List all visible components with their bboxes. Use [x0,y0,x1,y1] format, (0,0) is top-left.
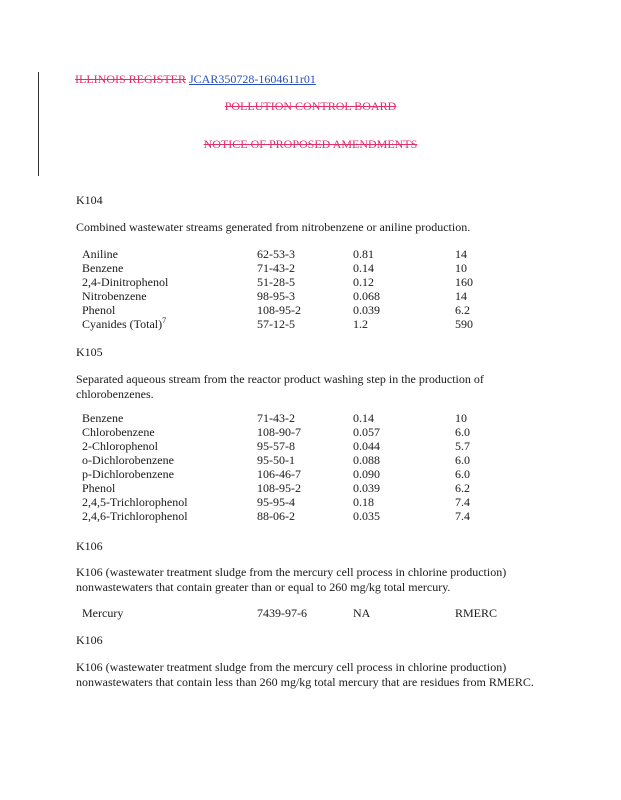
table-cell: 6.2 [455,481,470,495]
table-cell: 108-90-7 [257,425,301,439]
table-row [82,467,515,481]
table-cell: 0.035 [353,509,380,523]
table-cell: 10 [455,261,467,275]
table-cell: 88-06-2 [257,509,295,523]
section-description: Separated aqueous stream from the reactor product washing step in the production of chlorobenzenes. [76,372,484,401]
table-cell: 108-95-2 [257,303,301,317]
table-cell: 95-57-8 [257,439,295,453]
table-row [82,481,515,495]
table-row [82,247,515,261]
section-code: K104 [76,193,103,207]
table-cell: Chlorobenzene [82,425,155,439]
section-code: K106 [76,633,103,647]
table-row [82,411,515,425]
table-cell: 1.2 [353,317,368,331]
table-cell: Phenol [82,481,116,495]
board-header: POLLUTION CONTROL BOARD [224,99,397,113]
table-cell: 0.14 [353,261,374,275]
table-cell: 0.81 [353,247,374,261]
table-cell: 95-95-4 [257,495,295,509]
table-row [82,495,515,509]
table-cell: 6.2 [455,303,470,317]
table-cell: 2,4,6-Trichlorophenol [82,509,188,523]
table-cell: 57-12-5 [257,317,295,331]
table-row [82,317,515,331]
table-cell: 10 [455,411,467,425]
table-row [82,261,515,275]
table-row [82,509,515,523]
table-cell: 0.039 [353,481,380,495]
table-cell: 0.039 [353,303,380,317]
table-cell: Benzene [82,261,124,275]
table-cell: Aniline [82,247,118,261]
table-cell: Nitrobenzene [82,289,147,303]
table-cell: 71-43-2 [257,411,295,425]
section-description: K106 (wastewater treatment sludge from the mercury cell process in chlorine production) nonwastewaters that contain greater than or equal to 260 mg/kg total mercury. [76,565,507,594]
section-description: K106 (wastewater treatment sludge from the mercury cell process in chlorine production) nonwastewaters that contain less than 260 mg/kg total mercury that are residues from RMERC. [76,660,534,689]
footnote-mark: 7 [162,316,167,325]
table-cell: 2-Chlorophenol [82,439,158,453]
table-cell: 7.4 [455,495,470,509]
table-cell: 0.14 [353,411,374,425]
table-cell: 2,4,5-Trichlorophenol [82,495,188,509]
table-cell: 0.088 [353,453,380,467]
table-cell: 6.0 [455,425,470,439]
table-row [82,439,515,453]
table-cell: 0.057 [353,425,380,439]
constituent-table-k105 [82,411,515,523]
table-row [82,303,515,317]
table-cell: Cyanides (Total)$^7$ [82,316,167,331]
section-code: K105 [76,345,103,359]
table-cell: Benzene [82,411,124,425]
table-cell: 5.7 [455,439,470,453]
table-cell: 14 [455,247,467,261]
table-row [82,425,515,439]
table-cell: 108-95-2 [257,481,301,495]
table-cell: 0.068 [353,289,380,303]
table-cell: 160 [455,275,473,289]
table-cell: 0.044 [353,439,380,453]
notice-header: NOTICE OF PROPOSED AMENDMENTS [203,137,418,151]
section-code: K106 [76,539,103,553]
table-cell: 95-50-1 [257,453,295,467]
table-cell: 106-46-7 [257,467,301,481]
table-cell: 6.0 [455,467,470,481]
table-cell: 590 [455,317,473,331]
register-struck-text: ILLINOIS REGISTER [75,72,186,86]
table-cell: 6.0 [455,453,470,467]
constituent-table-k104 [82,247,515,331]
table-cell: 98-95-3 [257,289,295,303]
table-cell: p-Dichlorobenzene [82,467,174,481]
section-description: Combined wastewater streams generated from nitrobenzene or aniline production. [76,220,471,234]
revision-margin-bar [38,72,39,176]
table-row [82,275,515,289]
table-cell: 51-28-5 [257,275,295,289]
table-cell: 14 [455,289,467,303]
table-cell: 0.090 [353,467,380,481]
table-cell: 0.18 [353,495,374,509]
register-inserted-text: JCAR350728-1604611r01 [189,72,316,86]
table-cell: 2,4-Dinitrophenol [82,275,169,289]
table-cell: Phenol [82,303,116,317]
table-row [82,289,515,303]
table-cell: o-Dichlorobenzene [82,453,174,467]
table-cell: 62-53-3 [257,247,295,261]
register-header [75,72,316,87]
table-row [82,453,515,467]
table-cell: 7.4 [455,509,470,523]
table-cell: 0.12 [353,275,374,289]
table-cell: 71-43-2 [257,261,295,275]
